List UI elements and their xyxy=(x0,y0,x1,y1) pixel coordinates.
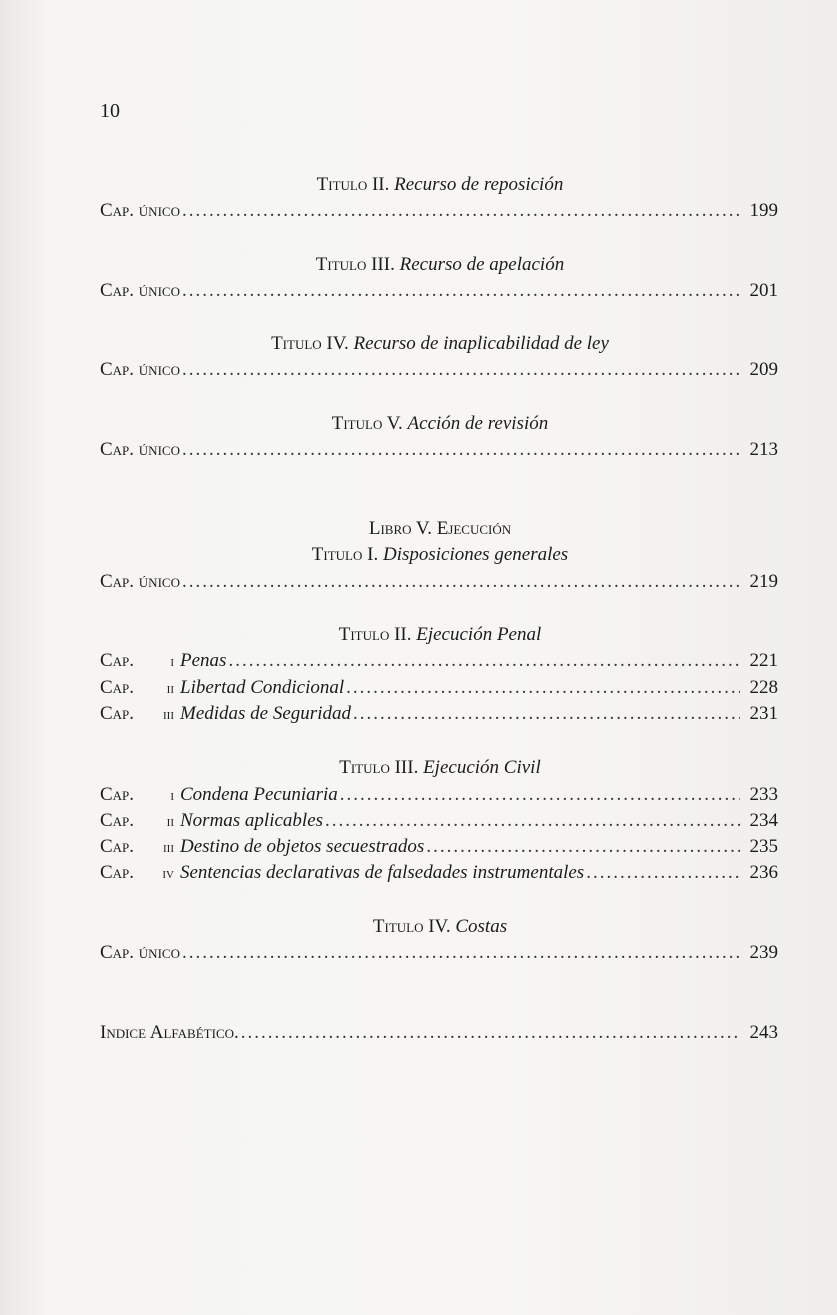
dot-leader xyxy=(182,200,740,222)
cap-label: Cap. único xyxy=(100,200,180,221)
dot-leader xyxy=(182,942,740,964)
entry-title: Normas aplicables xyxy=(180,810,324,831)
entry-page: 199 xyxy=(749,200,778,221)
toc-entry[interactable] xyxy=(100,200,778,222)
toc-entry[interactable] xyxy=(100,650,778,673)
section-prefix: Titulo V. xyxy=(331,413,403,434)
section-heading xyxy=(100,757,780,779)
toc-entry[interactable] xyxy=(100,810,778,833)
toc-entry-index[interactable] xyxy=(100,1022,778,1044)
toc-entry[interactable] xyxy=(100,942,778,964)
entry-title: Libertad Condicional xyxy=(180,677,345,698)
dot-leader xyxy=(325,810,740,832)
section-prefix: Titulo II. xyxy=(338,624,412,645)
cap-label: Cap. xyxy=(100,810,135,831)
entry-page: 231 xyxy=(749,703,778,724)
chapter-numeral: iv xyxy=(162,866,174,882)
chapter-numeral: ii xyxy=(166,814,174,830)
chapter-numeral: ii xyxy=(166,681,174,697)
dot-leader xyxy=(228,650,740,672)
entry-page: 233 xyxy=(749,784,778,805)
cap-label: Cap. único xyxy=(100,571,180,592)
cap-label: Cap. único xyxy=(100,359,180,380)
toc-entry[interactable] xyxy=(100,784,778,807)
entry-page: 228 xyxy=(749,677,778,698)
dot-leader xyxy=(426,836,740,858)
cap-label: Cap. único xyxy=(100,439,180,460)
dot-leader xyxy=(182,359,740,381)
dot-leader xyxy=(182,280,740,302)
toc-entry[interactable] xyxy=(100,836,778,859)
toc-entry[interactable] xyxy=(100,571,778,593)
chapter-numeral: i xyxy=(170,788,174,804)
toc-entry[interactable] xyxy=(100,703,778,726)
dot-leader xyxy=(346,677,740,699)
entry-title: Penas xyxy=(180,650,227,671)
section-heading xyxy=(100,333,780,355)
entry-page: 221 xyxy=(749,650,778,671)
page-number: 10 xyxy=(100,100,120,122)
section-title: Disposiciones generales xyxy=(382,544,569,565)
section-title: Ejecución Civil xyxy=(423,757,541,778)
dot-leader xyxy=(182,439,740,461)
book-title: Libro V. Ejecución xyxy=(368,518,512,539)
chapter-numeral: iii xyxy=(163,707,174,723)
section-title: Recurso de reposición xyxy=(394,174,564,195)
cap-label: Cap. único xyxy=(100,942,180,963)
chapter-numeral: i xyxy=(170,654,174,670)
dot-leader xyxy=(340,784,740,806)
section-prefix: Titulo II. xyxy=(316,174,390,195)
cap-label: Cap. xyxy=(100,650,135,671)
toc-entry[interactable] xyxy=(100,862,778,885)
cap-label: Cap. xyxy=(100,703,135,724)
entry-page: 201 xyxy=(749,280,778,301)
entry-page: 234 xyxy=(749,810,778,831)
section-heading xyxy=(100,624,780,646)
section-title: Ejecución Penal xyxy=(416,624,542,645)
entry-title: Condena Pecuniaria xyxy=(180,784,338,805)
section-title: Recurso de apelación xyxy=(399,254,565,275)
entry-page: 213 xyxy=(749,439,778,460)
section-heading xyxy=(100,916,780,938)
dot-leader xyxy=(241,1022,740,1044)
toc-entry[interactable] xyxy=(100,280,778,302)
index-label: Indice Alfabético. xyxy=(100,1022,239,1043)
entry-page: 209 xyxy=(749,359,778,380)
dot-leader xyxy=(353,703,740,725)
book-heading xyxy=(100,518,780,540)
entry-page: 236 xyxy=(749,862,778,883)
cap-label: Cap. xyxy=(100,862,135,883)
section-prefix: Titulo IV. xyxy=(372,916,451,937)
section-prefix: Titulo III. xyxy=(315,254,395,275)
entry-page: 235 xyxy=(749,836,778,857)
chapter-numeral: iii xyxy=(163,840,174,856)
entry-page: 239 xyxy=(749,942,778,963)
cap-label: Cap. xyxy=(100,677,135,698)
section-prefix: Titulo III. xyxy=(339,757,419,778)
toc-entry[interactable] xyxy=(100,359,778,381)
entry-title: Destino de objetos secuestrados xyxy=(180,836,425,857)
cap-label: Cap. único xyxy=(100,280,180,301)
section-prefix: Titulo I. xyxy=(311,544,379,565)
dot-leader xyxy=(182,571,740,593)
section-title: Recurso de inaplicabilidad de ley xyxy=(353,333,609,354)
section-title: Costas xyxy=(455,916,508,937)
entry-page: 243 xyxy=(749,1022,778,1043)
section-heading xyxy=(100,413,780,435)
section-heading xyxy=(100,544,780,566)
section-heading xyxy=(100,254,780,276)
section-heading xyxy=(100,174,780,196)
entry-page: 219 xyxy=(749,571,778,592)
section-prefix: Titulo IV. xyxy=(271,333,349,354)
toc-entry[interactable] xyxy=(100,439,778,461)
dot-leader xyxy=(586,862,740,884)
cap-label: Cap. xyxy=(100,784,135,805)
toc-entry[interactable] xyxy=(100,677,778,700)
entry-title: Medidas de Seguridad xyxy=(180,703,351,724)
section-title: Acción de revisión xyxy=(407,413,549,434)
cap-label: Cap. xyxy=(100,836,135,857)
entry-title: Sentencias declarativas de falsedades instrumentales xyxy=(180,862,585,883)
